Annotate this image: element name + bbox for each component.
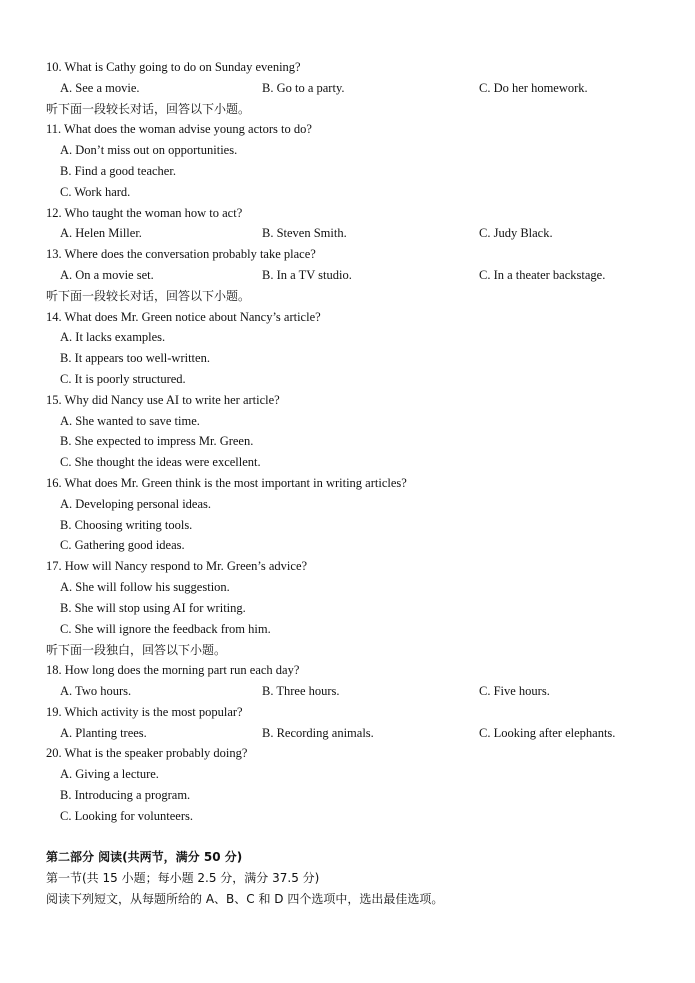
question-10-stem: 10. What is Cathy going to do on Sunday evening? — [46, 60, 301, 74]
question-13-options — [0, 265, 695, 285]
section-one-heading: 第一节(共 15 小题；每小题 2.5 分，满分 37.5 分) — [46, 871, 320, 885]
reading-directions: 阅读下列短文，从每题所给的 A、B、C 和 D 四个选项中，选出最佳选项。 — [46, 892, 444, 906]
option-a: A. Developing personal ideas. — [60, 497, 212, 511]
option-a: A. Giving a lecture. — [60, 767, 159, 781]
question-14-stem: 14. What does Mr. Green notice about Nancy’s article? — [46, 310, 321, 324]
question-16-stem: 16. What does Mr. Green think is the most important in writing articles? — [46, 476, 407, 490]
option-c: C. In a theater backstage. — [479, 268, 606, 282]
option-c: C. She will ignore the feedback from him. — [60, 622, 271, 636]
option-c: C. Five hours. — [479, 684, 550, 698]
question-13-stem: 13. Where does the conversation probably take place? — [46, 247, 316, 261]
option-a: A. Don’t miss out on opportunities. — [60, 143, 238, 157]
option-a: A. Two hours. — [60, 684, 132, 698]
option-c: C. Looking for volunteers. — [60, 809, 193, 823]
option-a: A. On a movie set. — [60, 268, 154, 282]
question-19-stem: 19. Which activity is the most popular? — [46, 705, 243, 719]
question-17-stem: 17. How will Nancy respond to Mr. Green’s advice? — [46, 559, 308, 573]
question-20-stem: 20. What is the speaker probably doing? — [46, 746, 248, 760]
option-b: B. She will stop using AI for writing. — [60, 601, 246, 615]
option-c: C. Work hard. — [60, 185, 131, 199]
question-12-options — [0, 223, 695, 243]
question-11-stem: 11. What does the woman advise young actors to do? — [46, 122, 312, 136]
option-b: B. It appears too well-written. — [60, 351, 210, 365]
listening-instruction: 听下面一段独白，回答以下小题。 — [46, 643, 227, 657]
option-c: C. It is poorly structured. — [60, 372, 186, 386]
option-b: B. Introducing a program. — [60, 788, 191, 802]
question-18-options — [0, 681, 695, 701]
question-19-options — [0, 723, 695, 743]
option-a: A. She wanted to save time. — [60, 414, 200, 428]
option-b: B. She expected to impress Mr. Green. — [60, 434, 254, 448]
listening-instruction: 听下面一段较长对话，回答以下小题。 — [46, 102, 251, 116]
option-b: B. Go to a party. — [262, 81, 345, 95]
option-c: C. She thought the ideas were excellent. — [60, 455, 261, 469]
option-c: C. Looking after elephants. — [479, 726, 616, 740]
listening-instruction: 听下面一段较长对话，回答以下小题。 — [46, 289, 251, 303]
option-a: A. Planting trees. — [60, 726, 147, 740]
question-10-options — [0, 78, 695, 98]
option-b: B. Choosing writing tools. — [60, 518, 193, 532]
question-12-stem: 12. Who taught the woman how to act? — [46, 206, 243, 220]
option-a: A. It lacks examples. — [60, 330, 166, 344]
option-c: C. Judy Black. — [479, 226, 553, 240]
option-b: B. Find a good teacher. — [60, 164, 176, 178]
option-b: B. Three hours. — [262, 684, 340, 698]
option-b: B. Steven Smith. — [262, 226, 347, 240]
option-a: A. Helen Miller. — [60, 226, 142, 240]
option-c: C. Gathering good ideas. — [60, 538, 185, 552]
question-15-stem: 15. Why did Nancy use AI to write her article? — [46, 393, 280, 407]
option-b: B. Recording animals. — [262, 726, 374, 740]
option-b: B. In a TV studio. — [262, 268, 352, 282]
option-a: A. She will follow his suggestion. — [60, 580, 230, 594]
option-a: A. See a movie. — [60, 81, 140, 95]
option-c: C. Do her homework. — [479, 81, 588, 95]
question-18-stem: 18. How long does the morning part run each day? — [46, 663, 300, 677]
part-two-heading: 第二部分 阅读(共两节，满分 50 分) — [46, 850, 243, 864]
